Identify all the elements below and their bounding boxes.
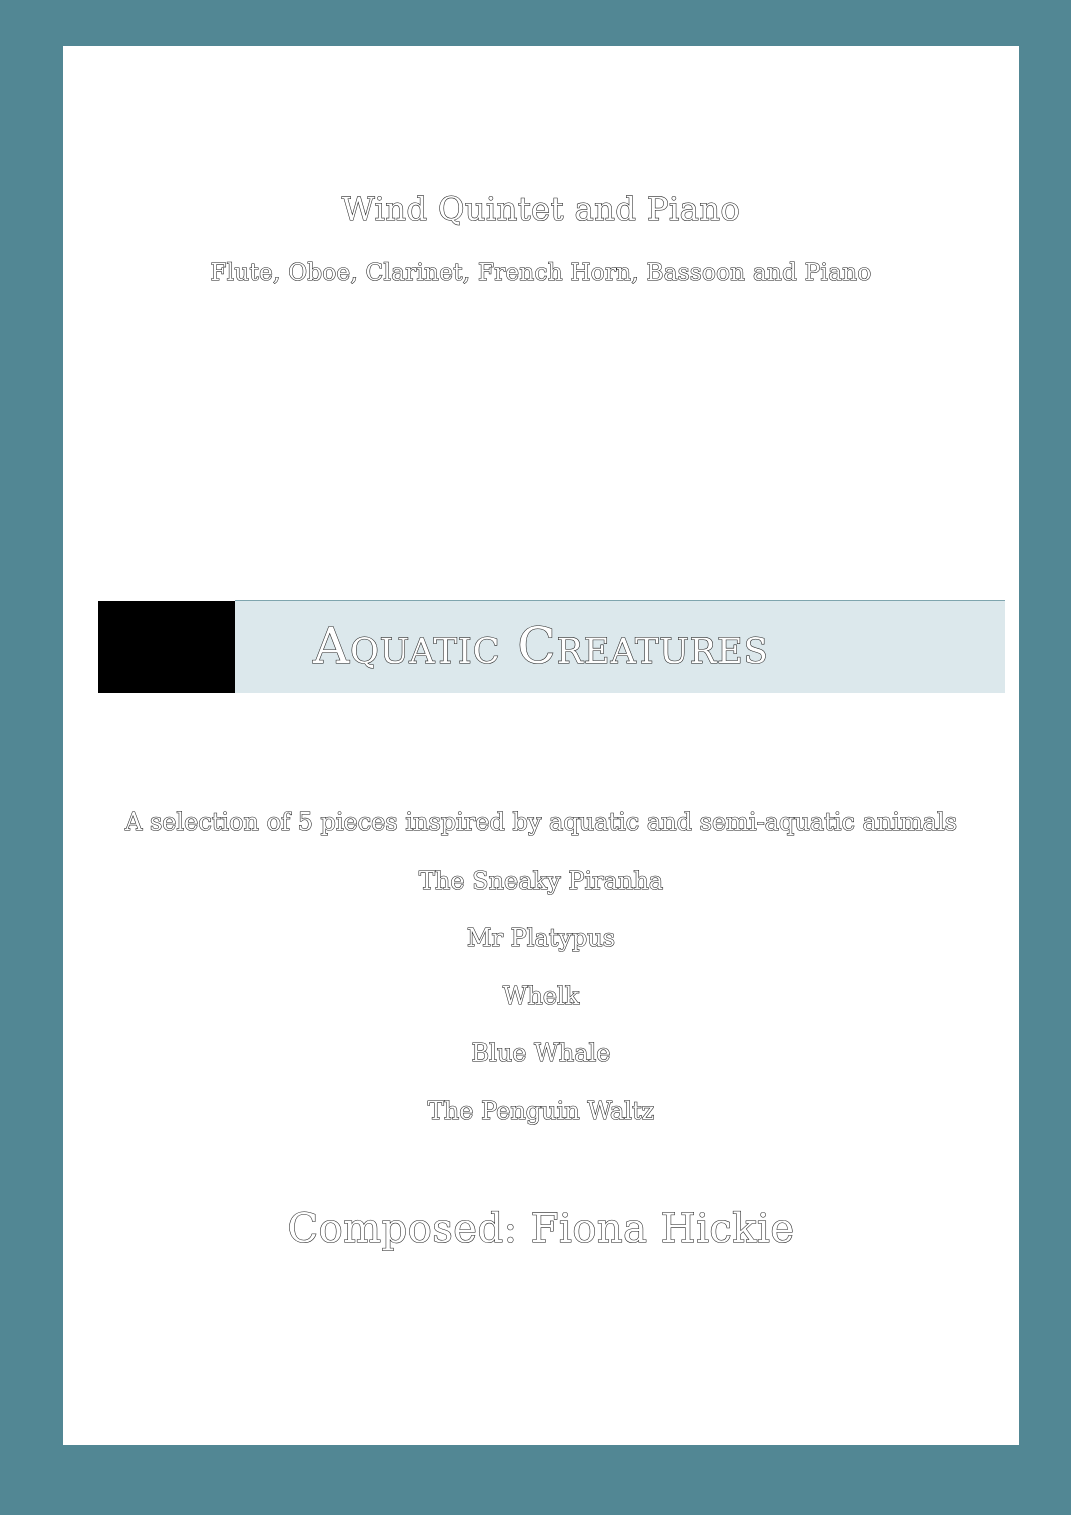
instrumentation-line: Flute, Oboe, Clarinet, French Horn, Bassoon and Piano	[210, 260, 872, 286]
banner-light-band	[235, 600, 1005, 693]
title-banner	[98, 600, 1005, 693]
piece-title: Mr Platypus	[466, 924, 616, 953]
ensemble-subtitle: Wind Quintet and Piano	[341, 190, 741, 228]
banner-black-block	[98, 601, 235, 693]
work-title: Aquatic Creatures	[313, 617, 769, 675]
score-cover-page	[63, 46, 1019, 1445]
piece-title: Blue Whale	[471, 1039, 611, 1068]
piece-list	[63, 866, 1019, 1153]
piece-title: The Penguin Waltz	[427, 1096, 655, 1125]
collection-description: A selection of 5 pieces inspired by aquatic and semi-aquatic animals	[124, 808, 958, 836]
composer-credit: Composed: Fiona Hickie	[287, 1206, 795, 1252]
piece-title: Whelk	[502, 981, 580, 1010]
piece-title: The Sneaky Piranha	[418, 867, 664, 895]
